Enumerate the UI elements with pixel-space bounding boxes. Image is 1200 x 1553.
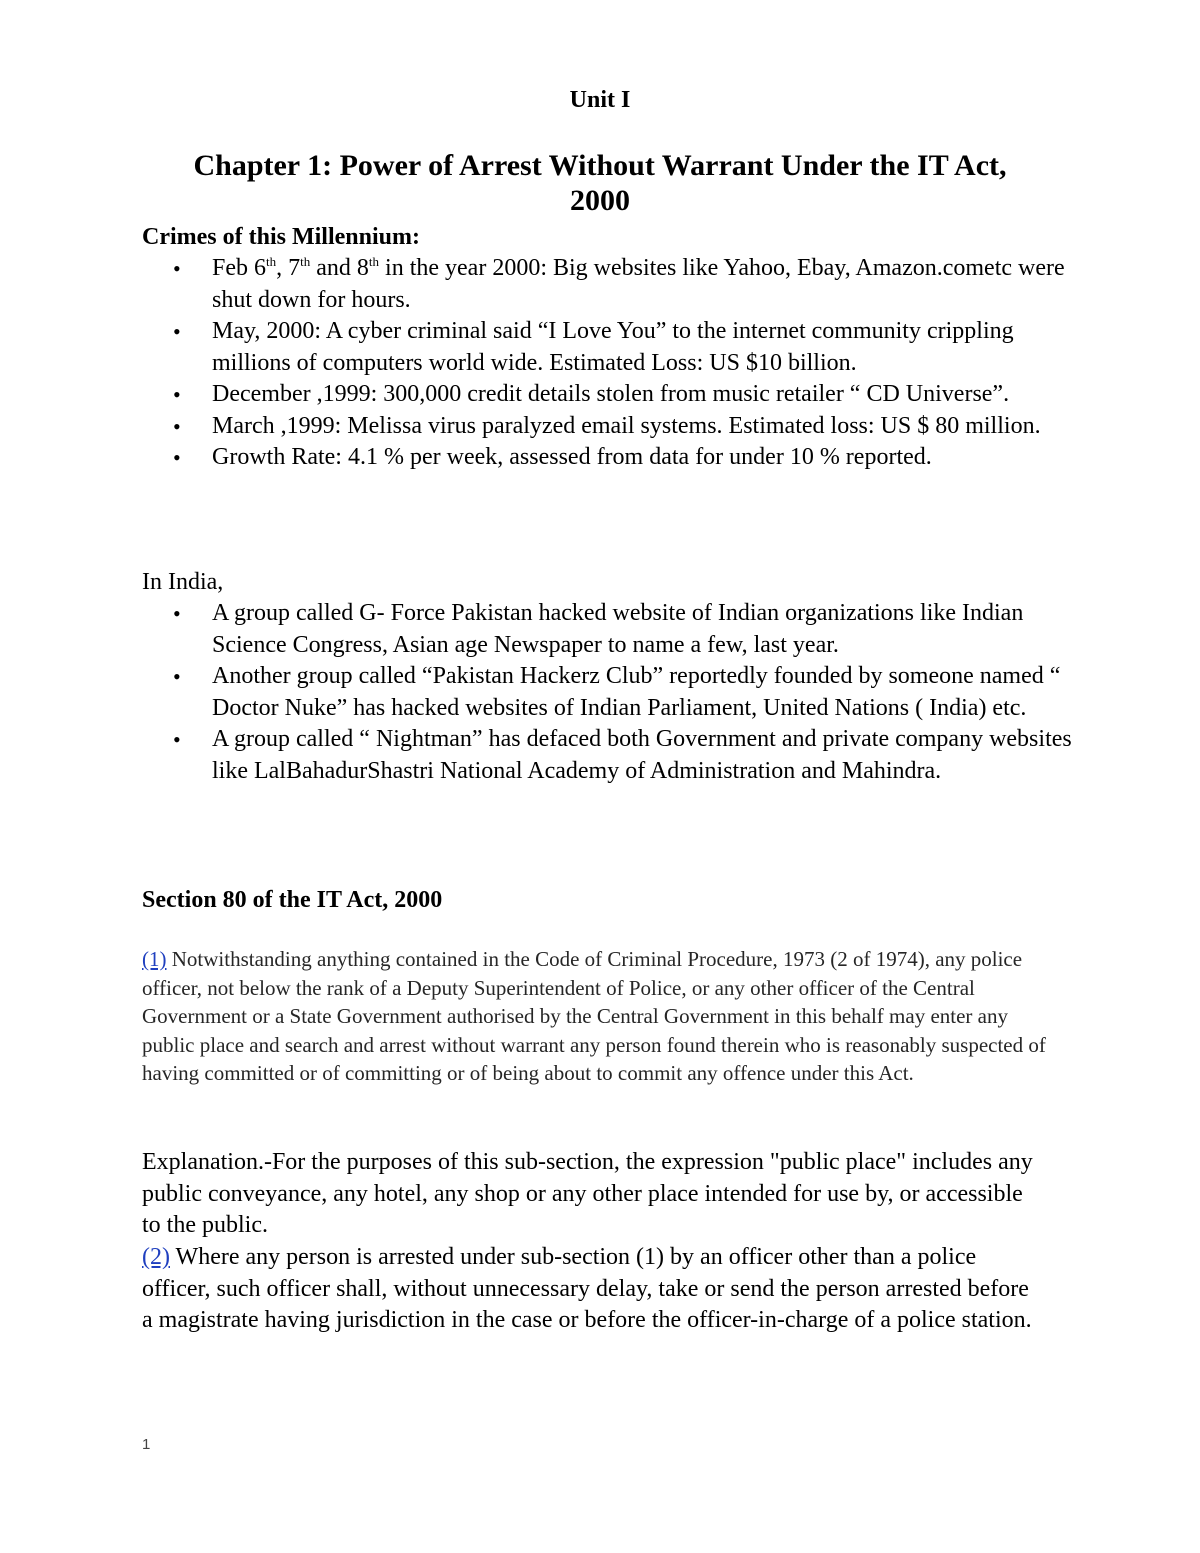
- bullet-icon: •: [173, 319, 181, 344]
- crimes-section: [142, 221, 1072, 474]
- chapter-title: [160, 148, 1040, 218]
- crimes-list: [142, 253, 1072, 474]
- bullet-icon: •: [173, 664, 181, 689]
- list-item: • Feb 6th, 7th and 8th in the year 2000: Big websites like Yahoo, Ebay, Amazon.cometc were shut down for hours.: [173, 254, 1065, 313]
- list-item: • Growth Rate: 4.1 % per week, assessed from data for under 10 % reported.: [142, 442, 1072, 474]
- subsection-2-paragraph: [142, 1242, 1042, 1337]
- subsection-1-link[interactable]: (1): [142, 947, 167, 971]
- explanation-paragraph: Explanation.-For the purposes of this sub-section, the expression "public place" includes any public conveyance, any hotel, any shop or any other place intended for use by, or accessible to the public.: [142, 1149, 1033, 1238]
- crimes-heading: Crimes of this Millennium:: [142, 224, 420, 250]
- list-item: • December ,1999: 300,000 credit details stolen from music retailer “ CD Universe”.: [142, 379, 1072, 411]
- chapter-title-line2: 2000: [570, 184, 630, 217]
- unit-title: Unit I: [569, 87, 631, 113]
- bullet-icon: •: [173, 382, 181, 407]
- india-heading: In India,: [142, 569, 224, 595]
- list-item: • March ,1999: Melissa virus paralyzed email systems. Estimated loss: US $ 80 million.: [142, 411, 1072, 443]
- bullet-icon: •: [173, 601, 181, 626]
- bullet-icon: •: [173, 445, 181, 470]
- list-item: • A group called G- Force Pakistan hacked website of Indian organizations like Indian Science Congress, Asian age Newspaper to name a few, last year.: [173, 600, 1024, 658]
- bullet-icon: •: [173, 413, 181, 439]
- subsection-2-text: Where any person is arrested under sub-section (1) by an officer other than a police officer, such officer shall, without unnecessary delay, take or send the person arrested before a magistrate having jurisdiction in the case or before the officer-in-charge of a police station.: [142, 1244, 1032, 1333]
- india-section: [142, 566, 1072, 787]
- list-item: • Another group called “Pakistan Hackerz Club” reportedly founded by someone named “ Doctor Nuke” has hacked websites of Indian Parliament, United Nations ( India) etc.: [173, 663, 1061, 721]
- chapter-title-line1: Chapter 1: Power of Arrest Without Warrant Under the IT Act,: [193, 149, 1007, 182]
- list-item: • May, 2000: A cyber criminal said “I Love You” to the internet community crippling millions of computers world wide. Estimated Loss: US $10 billion.: [173, 318, 1014, 376]
- page-number: 1: [142, 1436, 151, 1453]
- bullet-icon: •: [173, 256, 181, 281]
- subsection-2-link[interactable]: (2): [142, 1244, 170, 1270]
- subsection-1-text: Notwithstanding anything contained in the Code of Criminal Procedure, 1973 (2 of 1974), any police officer, not below the rank of a Deputy Superintendent of Police, or any other officer of the Central Government or a State Government authorised by the Central Government in this behalf may enter any public place and search and arrest without warrant any person found therein who is reasonably suspected of having committed or of committing or of being about to commit any offence under this Act.: [142, 947, 1046, 1085]
- subsection-1-paragraph: [142, 945, 1062, 1088]
- list-item: • A group called “ Nightman” has defaced both Government and private company websites like LalBahadurShastri National Academy of Administration and Mahindra.: [173, 726, 1072, 784]
- bullet-icon: •: [173, 727, 181, 752]
- india-list: [142, 598, 1072, 787]
- section-80-heading: Section 80 of the IT Act, 2000: [142, 887, 443, 913]
